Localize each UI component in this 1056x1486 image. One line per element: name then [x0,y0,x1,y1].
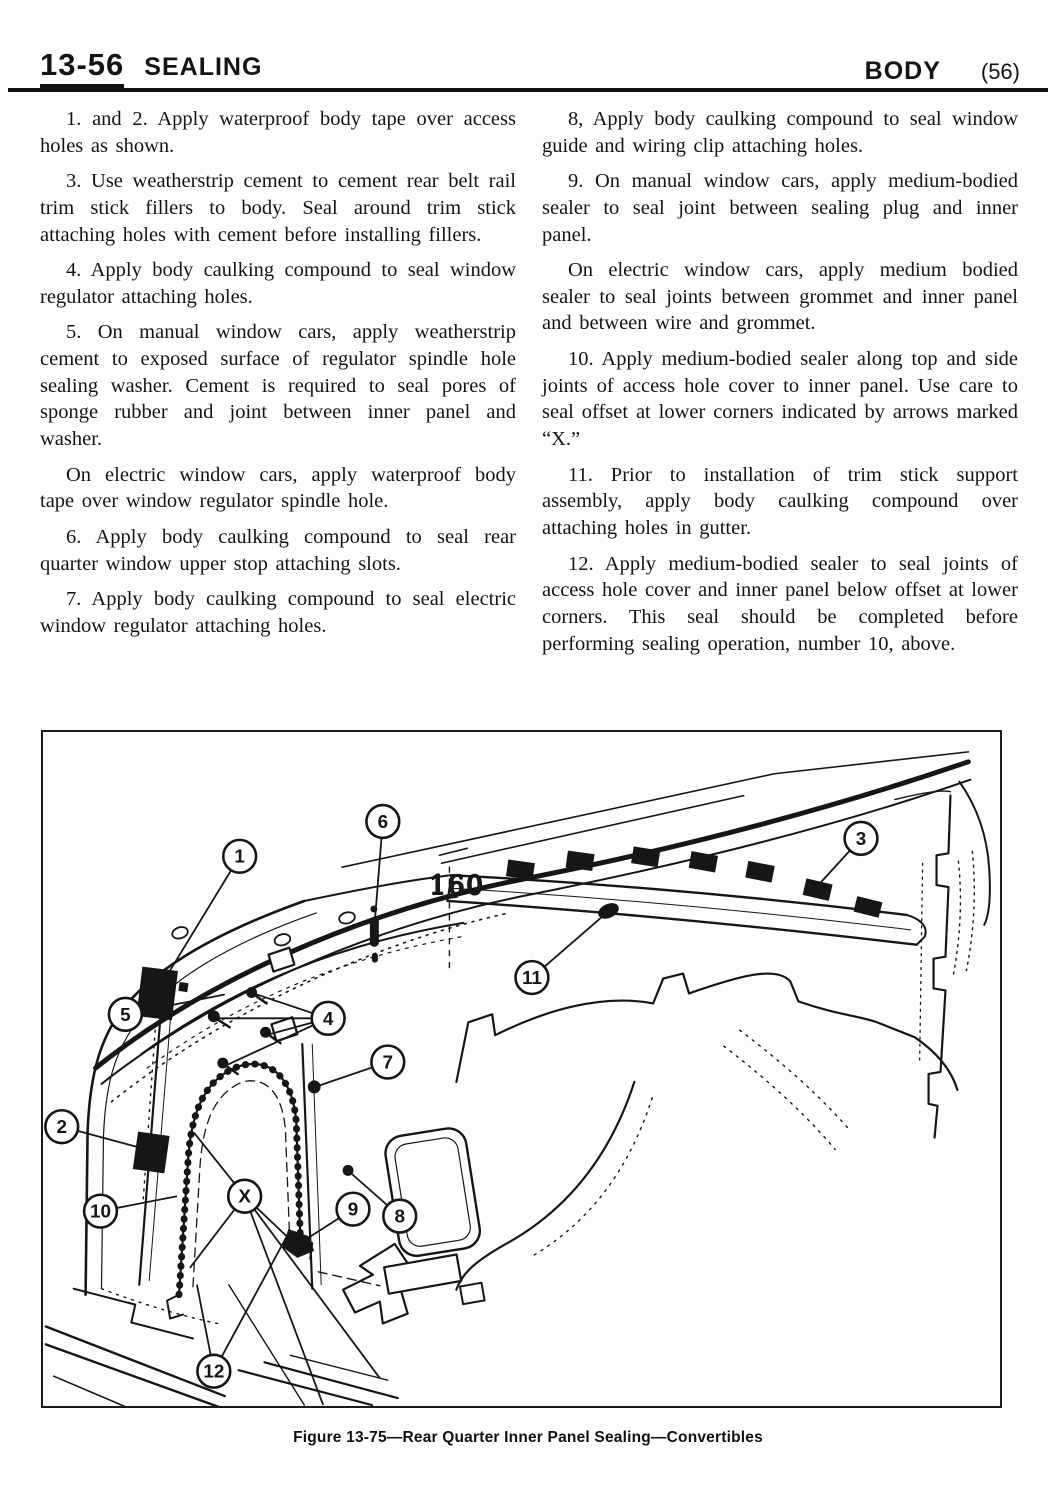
callout-label: 11 [521,968,542,990]
dimension-label: 160 [429,871,485,902]
callout-label: 6 [377,811,389,833]
header-left [40,47,262,88]
instruction-paragraph: 6. Apply body caulking compound to seal rear quarter window upper stop attaching slots. [40,525,516,575]
callout-label: 4 [322,1008,334,1030]
callout-label: X [238,1186,251,1208]
manual-title: BODY [864,57,941,85]
callout-label: 12 [203,1361,225,1383]
left-column [40,106,516,666]
callout-label: 10 [89,1201,111,1223]
callout-label: 8 [394,1206,405,1228]
instruction-paragraph: 7. Apply body caulking compound to seal electric window regulator attaching holes. [40,588,516,637]
callout-label: 9 [347,1199,359,1221]
right-column [542,106,1018,666]
page-number: (56) [980,59,1020,84]
callout-label: 1 [234,846,245,868]
rear-quarter-inner-panel-diagram [43,732,1000,1406]
callout-leader-line [214,1237,287,1371]
instruction-paragraph: 12. Apply medium-bodied sealer to seal joints of access hole cover and inner panel below offset at lower corners. This seal should be completed before performing sealing operation, number 10, above. [542,552,1018,655]
tape-patches [133,846,883,1173]
page-header [40,46,1020,88]
callout-leader-line [165,856,240,978]
callout-label: 5 [120,1004,131,1026]
instruction-paragraph: 8, Apply body caulking compound to seal window guide and wiring clip attaching holes. [542,108,1018,157]
header-right [865,57,1020,86]
text-columns [40,106,1018,666]
figure-caption: Figure 13-75—Rear Quarter Inner Panel Sealing—Convertibles [293,1429,763,1446]
instruction-paragraph: On electric window cars, apply medium bodied sealer to seal joints between grommet and inner panel and between wire and grommet. [542,259,1018,335]
callout-label: 7 [382,1052,394,1074]
instruction-paragraph: 10. Apply medium-bodied sealer along top and side joints of access hole cover to inner panel. Use care to seal offset at lower corners indicated by arrows marked “X.” [542,348,1018,451]
screw-fastener [370,905,379,962]
instruction-paragraph: 11. Prior to installation of trim stick support assembly, apply body caulking compound over attaching holes in gutter. [542,463,1018,539]
section-title: SEALING [144,53,263,81]
instruction-paragraph: 9. On manual window cars, apply medium-bodied sealer to seal joint between sealing plug and inner panel. [542,170,1018,246]
callout-label: 2 [56,1117,67,1139]
instruction-paragraph: 5. On manual window cars, apply weatherstrip cement to exposed surface of regulator spindle hole sealing washer. Cement is required to seal pores of sponge rubber and joint between inner panel and washer. [40,321,516,451]
section-number: 13-56 [40,47,124,88]
instruction-paragraph: 4. Apply body caulking compound to seal window regulator attaching holes. [40,259,516,308]
instruction-paragraph: 3. Use weatherstrip cement to cement rear belt rail trim stick fillers to body. Seal around trim stick attaching holes with cement before installing fillers. [40,170,516,246]
instruction-paragraph: 1. and 2. Apply waterproof body tape over access holes as shown. [40,108,516,157]
figure-13-75 [41,730,1002,1408]
header-rule [8,88,1048,92]
instruction-paragraph: On electric window cars, apply waterproof body tape over window regulator spindle hole. [40,463,516,513]
callout-label: 3 [855,828,867,850]
